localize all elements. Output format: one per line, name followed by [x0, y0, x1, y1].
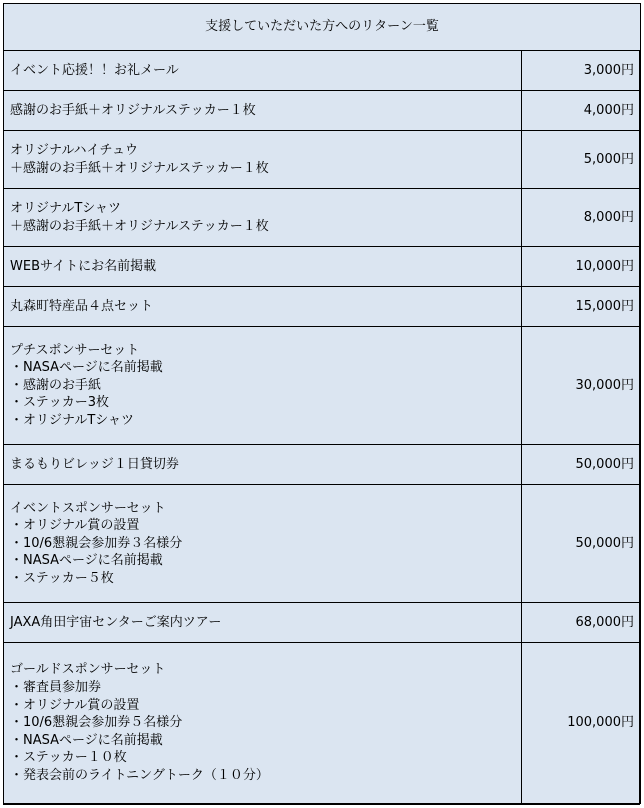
return-description: ゴールドスポンサーセット ・審査員参加券 ・オリジナル賞の設置 ・10/6懇親会参加券５名様分 ・NASAページに名前掲載 ・ステッカー１０枚 ・発表会前のライトニングトーク（１０分）: [4, 643, 522, 804]
table-row: [4, 485, 641, 603]
table-row: [4, 287, 641, 327]
table-row: [4, 445, 641, 485]
return-price: 30,000円: [522, 327, 641, 445]
return-description: まるもりビレッジ１日貸切券: [4, 445, 522, 485]
table-row: [4, 51, 641, 91]
return-description: JAXA角田宇宙センターご案内ツアー: [4, 603, 522, 643]
returns-table: [3, 3, 641, 804]
table-title: 支援していただいた方へのリターン一覧: [4, 4, 641, 51]
return-price: 68,000円: [522, 603, 641, 643]
return-description: 感謝のお手紙＋オリジナルステッカー１枚: [4, 91, 522, 131]
return-price: 15,000円: [522, 287, 641, 327]
return-price: 50,000円: [522, 445, 641, 485]
return-description: 丸森町特産品４点セット: [4, 287, 522, 327]
return-description: プチスポンサーセット ・NASAページに名前掲載 ・感謝のお手紙 ・ステッカー3枚 ・オリジナルTシャツ: [4, 327, 522, 445]
return-price: 50,000円: [522, 485, 641, 603]
table-row: [4, 643, 641, 804]
return-description: WEBサイトにお名前掲載: [4, 247, 522, 287]
return-description: イベントスポンサーセット ・オリジナル賞の設置 ・10/6懇親会参加券３名様分 ・NASAページに名前掲載 ・ステッカー５枚: [4, 485, 522, 603]
table-row: [4, 91, 641, 131]
return-price: 8,000円: [522, 189, 641, 247]
return-description: イベント応援！！お礼メール: [4, 51, 522, 91]
return-description: オリジナルハイチュウ ＋感謝のお手紙＋オリジナルステッカー１枚: [4, 131, 522, 189]
table-row: [4, 131, 641, 189]
returns-sheet: [3, 3, 640, 805]
return-price: 100,000円: [522, 643, 641, 804]
table-row: [4, 603, 641, 643]
return-price: 5,000円: [522, 131, 641, 189]
table-row: [4, 327, 641, 445]
title-row: [4, 4, 641, 51]
return-price: 10,000円: [522, 247, 641, 287]
return-price: 3,000円: [522, 51, 641, 91]
return-description: オリジナルTシャツ ＋感謝のお手紙＋オリジナルステッカー１枚: [4, 189, 522, 247]
return-price: 4,000円: [522, 91, 641, 131]
table-row: [4, 189, 641, 247]
table-row: [4, 247, 641, 287]
